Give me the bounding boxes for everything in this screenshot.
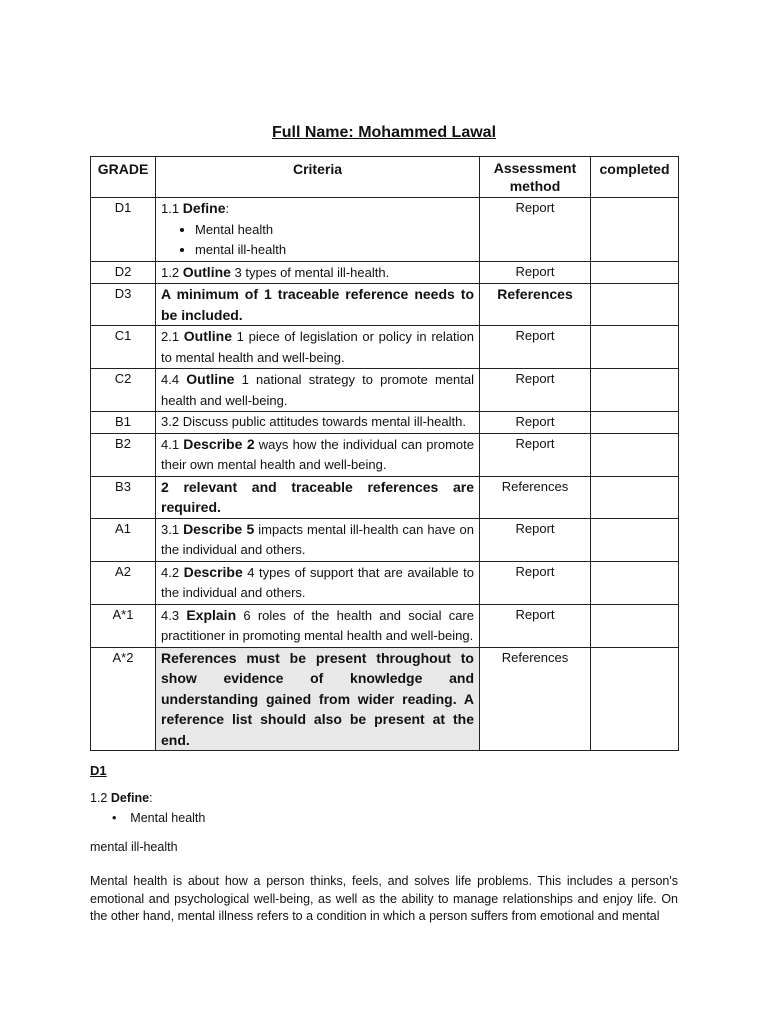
grade-cell: B3 <box>91 476 156 518</box>
table-row <box>91 518 679 561</box>
grade-cell: D1 <box>91 198 156 262</box>
define-line <box>90 790 678 808</box>
criteria-keyword: Describe <box>183 563 243 580</box>
criteria-number: 4.4 <box>161 372 180 387</box>
completed-cell <box>591 518 679 561</box>
grade-cell: C2 <box>91 369 156 412</box>
method-cell: Report <box>480 561 591 604</box>
table-row <box>91 369 679 412</box>
table-row <box>91 284 679 326</box>
criteria-number: 1.1 <box>161 201 180 216</box>
criteria-number: 4.2 <box>161 564 180 580</box>
completed-cell <box>591 284 679 326</box>
method-cell: References <box>480 647 591 751</box>
criteria-keyword: Describe 2 <box>183 435 255 452</box>
header-assessment-method: Assessment method <box>480 157 591 198</box>
criteria-cell <box>156 369 480 412</box>
grade-cell: B1 <box>91 412 156 434</box>
criteria-keyword: Outline <box>183 328 232 344</box>
criteria-table <box>90 156 679 751</box>
criteria-cell: References must be present throughout to show evidence of knowledge and understanding gained from wider reading. A reference list should also be present at the end. <box>156 647 480 751</box>
criteria-cell <box>156 433 480 476</box>
list-item: • mental ill-health <box>195 240 474 261</box>
criteria-text: 1 national strategy to promote mental health and well-being. <box>161 372 474 408</box>
define-keyword: Define <box>110 791 150 805</box>
bullet-text: Mental health <box>130 811 206 825</box>
header-grade: GRADE <box>91 157 156 198</box>
criteria-cell: A minimum of 1 traceable reference needs to be included. <box>156 284 480 326</box>
criteria-text: ways how the individual can promote their own mental health and well-being. <box>161 436 474 472</box>
criteria-number: 1.2 <box>161 264 180 280</box>
table-header-row <box>91 157 679 198</box>
method-cell: Report <box>480 604 591 647</box>
criteria-text: 3 types of mental ill-health. <box>230 264 390 280</box>
define-suffix: : <box>149 791 153 805</box>
method-cell: References <box>480 476 591 518</box>
completed-cell <box>591 412 679 434</box>
criteria-number: 4.1 <box>161 436 180 452</box>
grade-cell: D2 <box>91 261 156 284</box>
table-row <box>91 412 679 434</box>
define-number: 1.2 <box>90 791 108 805</box>
completed-cell <box>591 561 679 604</box>
table-row <box>91 476 679 518</box>
criteria-text: 4 types of support that are available to the individual and others. <box>161 564 474 600</box>
criteria-cell <box>156 261 480 284</box>
method-cell: Report <box>480 326 591 369</box>
table-row <box>91 433 679 476</box>
criteria-cell <box>156 518 480 561</box>
completed-cell <box>591 647 679 751</box>
criteria-cell <box>156 198 480 262</box>
table-row <box>91 261 679 284</box>
grade-cell: D3 <box>91 284 156 326</box>
criteria-keyword: Explain <box>186 606 237 623</box>
method-cell: Report <box>480 261 591 284</box>
completed-cell <box>591 326 679 369</box>
completed-cell <box>591 476 679 518</box>
criteria-number: 2.1 <box>161 329 180 344</box>
criteria-text: impacts mental ill-health can have on the individual and others. <box>161 521 474 557</box>
grade-cell: B2 <box>91 433 156 476</box>
grade-cell: A*2 <box>91 647 156 751</box>
criteria-number: 4.3 <box>161 607 180 623</box>
criteria-keyword: Describe 5 <box>183 520 255 537</box>
method-cell: Report <box>480 433 591 476</box>
criteria-cell <box>156 561 480 604</box>
criteria-cell <box>156 326 480 369</box>
table-row <box>91 604 679 647</box>
method-cell: Report <box>480 518 591 561</box>
criteria-cell <box>156 604 480 647</box>
table-row <box>91 561 679 604</box>
table-row <box>91 326 679 369</box>
completed-cell <box>591 198 679 262</box>
criteria-cell: 2 relevant and traceable references are required. <box>156 476 480 518</box>
table-row <box>91 647 679 751</box>
criteria-cell <box>156 412 480 434</box>
criteria-text: Discuss public attitudes towards mental ill-health. <box>179 414 466 429</box>
criteria-text: 1 piece of legislation or policy in relation to mental health and well-being. <box>161 329 474 365</box>
criteria-number: 3.1 <box>161 521 180 537</box>
header-completed: completed <box>591 157 679 198</box>
grade-cell: A*1 <box>91 604 156 647</box>
grade-cell: A1 <box>91 518 156 561</box>
completed-cell <box>591 261 679 284</box>
completed-cell <box>591 433 679 476</box>
section-heading: D1 <box>90 763 107 778</box>
grade-cell: A2 <box>91 561 156 604</box>
criteria-keyword: Outline <box>182 263 231 280</box>
list-item <box>112 810 700 828</box>
table-row <box>91 198 679 262</box>
header-criteria: Criteria <box>156 157 480 198</box>
body-line: mental ill-health <box>90 840 178 854</box>
grade-cell: C1 <box>91 326 156 369</box>
completed-cell <box>591 604 679 647</box>
criteria-keyword: Define <box>182 200 226 216</box>
criteria-text: : <box>225 201 230 216</box>
bullet-icon: • <box>112 811 117 825</box>
criteria-text: 6 roles of the health and social care practitioner in promoting mental health and well-being. <box>161 607 474 643</box>
method-cell: Report <box>480 198 591 262</box>
criteria-number: 3.2 <box>161 414 180 429</box>
method-cell: Report <box>480 369 591 412</box>
criteria-bullet-list <box>161 220 474 261</box>
completed-cell <box>591 369 679 412</box>
method-cell: References <box>480 284 591 326</box>
page-title: Full Name: Mohammed Lawal <box>271 124 497 141</box>
criteria-keyword: Outline <box>186 371 235 387</box>
method-cell: Report <box>480 412 591 434</box>
list-item: • Mental health <box>195 220 474 241</box>
body-paragraph: Mental health is about how a person thinks, feels, and solves life problems. This includes a person's emotional and psychological well-being, as well as the ability to manage relationships and enjoy life. On the other hand, mental illness refers to a condition in which a person suffers from emotional and mental <box>90 874 678 923</box>
